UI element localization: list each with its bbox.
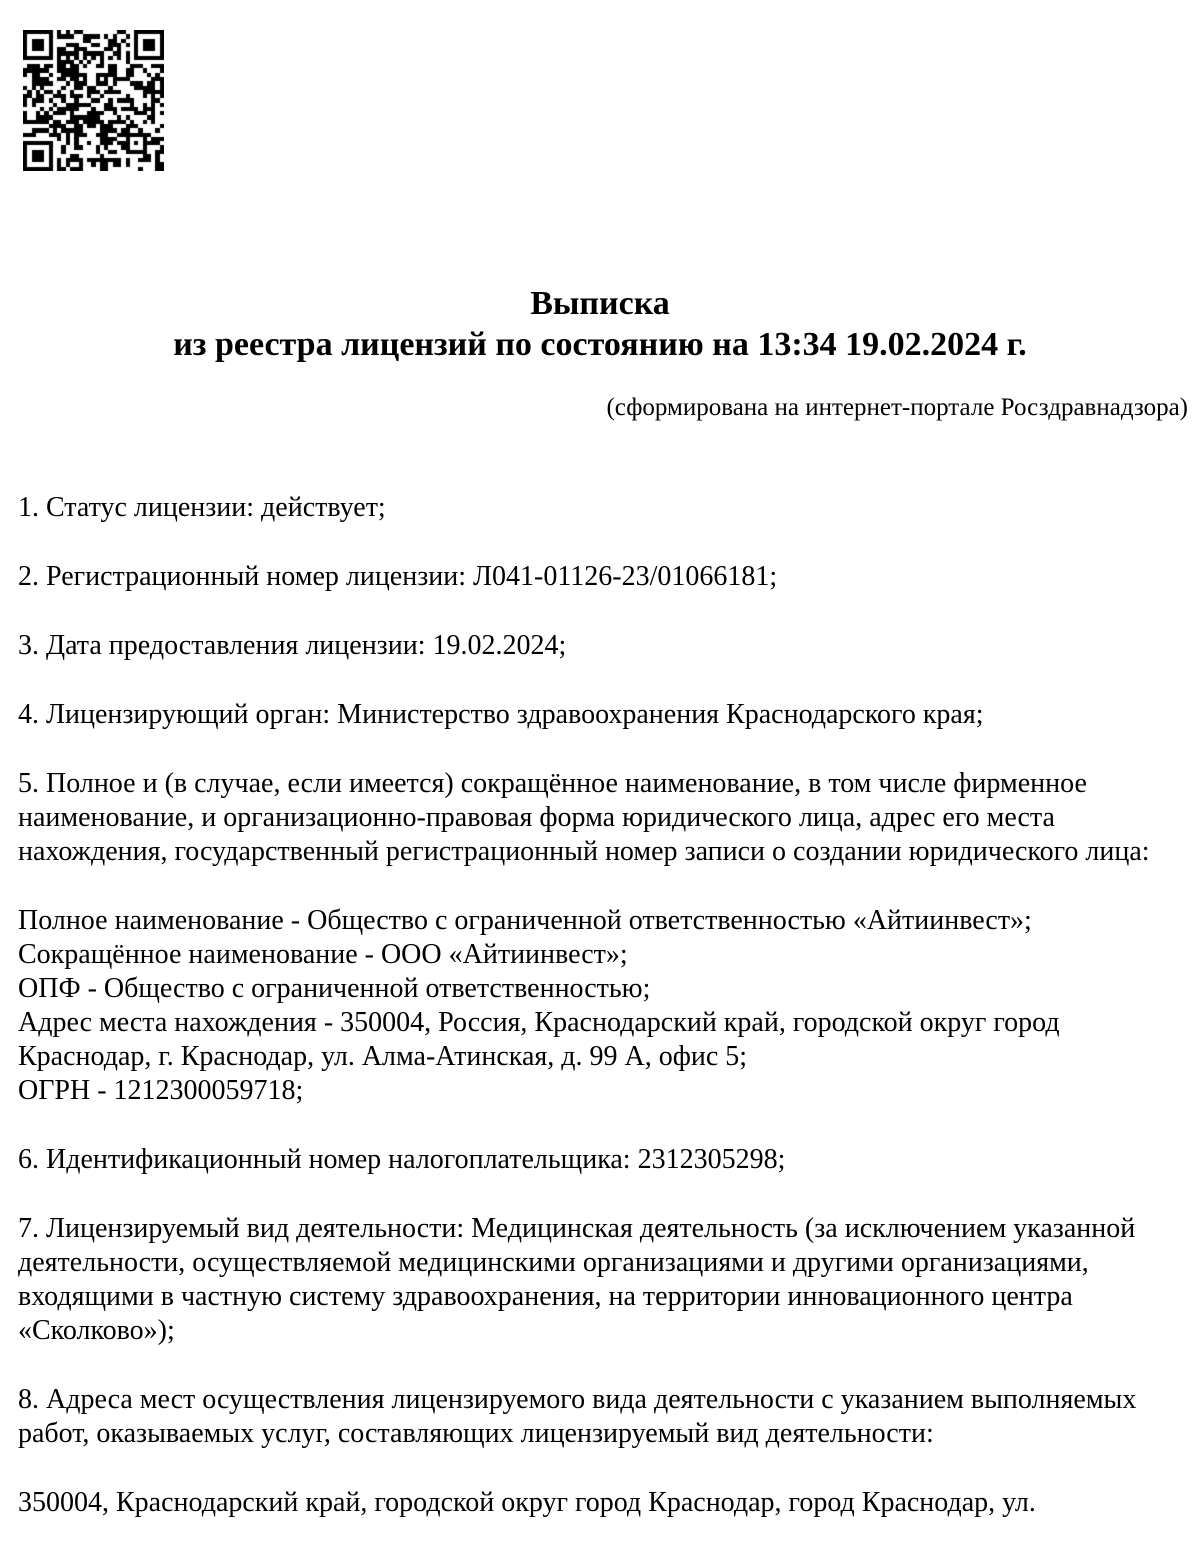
text-line: 8. Адреса мест осуществления лицензируемого вида деятельности с указанием выполняемых работ, оказываемых услуг, составляющих лицензируемый вид деятельности:: [18, 1384, 1137, 1449]
paragraph: [18, 560, 1160, 594]
text-line: ОГРН - 1212300059718;: [18, 1075, 304, 1106]
text-line: 5. Полное и (в случае, если имеется) сокращённое наименование, в том числе фирменное наименование, и организационно-правовая форма юридического лица, адрес его места нахождения, государственный регистрационный номер записи о создании юридического лица:: [18, 768, 1150, 867]
text-line: 350004, Краснодарский край, городской округ город Краснодар, город Краснодар, ул.: [18, 1487, 1036, 1518]
paragraph: [18, 1143, 1160, 1177]
text-line: 1. Статус лицензии: действует;: [18, 492, 386, 523]
qr-code: [23, 30, 164, 171]
text-line: 4. Лицензирующий орган: Министерство здравоохранения Краснодарского края;: [18, 699, 984, 730]
text-line: Полное наименование - Общество с ограниченной ответственностью «Айтиинвест»;: [18, 905, 1032, 936]
paragraph: [18, 698, 1160, 732]
page-title-line2: из реестра лицензий по состоянию на 13:34 19.02.2024 г.: [173, 326, 1027, 363]
text-line: 3. Дата предоставления лицензии: 19.02.2024;: [18, 630, 567, 661]
text-line: Сокращённое наименование - ООО «Айтиинвест»;: [18, 939, 628, 970]
paragraph: [18, 1212, 1160, 1348]
text-line: 2. Регистрационный номер лицензии: Л041-01126-23/01066181;: [18, 561, 778, 592]
text-line: 6. Идентификационный номер налогоплательщика: 2312305298;: [18, 1144, 786, 1175]
paragraph: [18, 1486, 1160, 1520]
paragraph: [18, 629, 1160, 663]
text-line: ОПФ - Общество с ограниченной ответственностью;: [18, 973, 651, 1004]
paragraph: [18, 767, 1160, 869]
paragraph: [18, 491, 1160, 525]
paragraph: [18, 904, 1160, 1108]
text-line: Адрес места нахождения - 350004, Россия, Краснодарский край, городской округ город Краснодар, г. Краснодар, ул. Алма-Атинская, д. 99 А, офис 5;: [18, 1007, 1060, 1072]
page-title: Выписка: [530, 285, 670, 322]
paragraph: [18, 1383, 1160, 1451]
subtitle: (сформирована на интернет-портале Росздравнадзора): [606, 394, 1188, 421]
title-block: [0, 0, 1200, 365]
document-body: [0, 491, 1200, 1520]
text-line: 7. Лицензируемый вид деятельности: Медицинская деятельность (за исключением указанной деятельности, осуществляемой медицинскими организациями и другими организациями, входящими в частную систему здравоохранения, на территории инновационного центра «Сколково»);: [18, 1213, 1136, 1346]
